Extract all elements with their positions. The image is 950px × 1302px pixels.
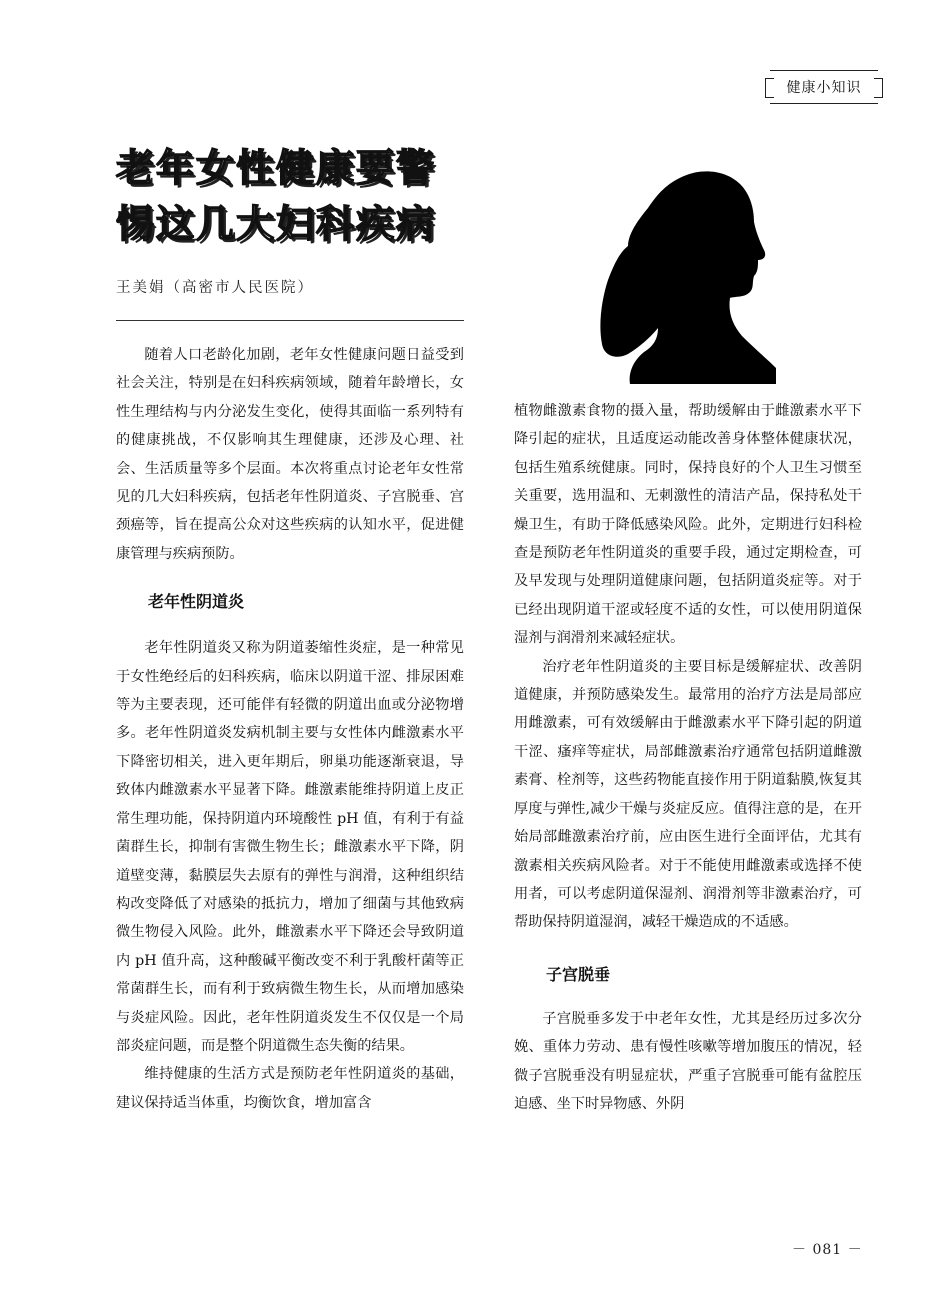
prevention-paragraph: 维持健康的生活方式是预防老年性阴道炎的基础，建议保持适当体重，均衡饮食，增加富含 [116,1066,464,1111]
right-column [514,397,862,1118]
treatment-paragraph: 治疗老年性阴道炎的主要目标是缓解症状、改善阴道健康，并预防感染发生。最常用的治疗方法是局部应用雌激素，可有效缓解由于雌激素水平下降引起的阴道干涩、瘙痒等症状，局部雌激素治疗通常包括阴道雌激素膏、栓剂等，这些药物能直接作用于阴道黏膜,恢复其厚度与弹性,减少干燥与炎症反应。值得注意的是，在开始局部雌激素治疗前，应由医生进行全面评估，尤其有激素相关疾病风险者。对于不能使用雌激素或选择不使用者，可以考虑阴道保湿剂、润滑剂等非激素治疗，可帮助保持阴道湿润，减轻干燥造成的不适感。 [514,658,862,931]
title-line-2: 惕这几大妇科疾病 [116,202,437,246]
author-byline: 王美娟（高密市人民医院） [116,280,314,296]
page-number: － 081 － [792,1242,863,1258]
section-heading-uterine-prolapse: 子宫脱垂 [546,964,611,984]
prolapse-paragraph: 子宫脱垂多发于中老年女性，尤其是经历过多次分娩、重体力劳动、患有慢性咳嗽等增加腹压的情况，轻微子宫脱垂没有明显症状，严重子宫脱垂可能有盆腔压迫感、坐下时异物感、外阴 [514,1010,862,1112]
section-heading-vaginitis: 老年性阴道炎 [148,592,245,612]
title-divider [116,320,464,321]
prevention-paragraph-continued: 植物雌激素食物的摄入量，帮助缓解由于雌激素水平下降引起的症状，且适度运动能改善身体整体健康状况，包括生殖系统健康。同时，保持良好的个人卫生习惯至关重要，选用温和、无刺激性的清洁产品，保持私处干燥卫生，有助于降低感染风险。此外，定期进行妇科检查是预防老年性阴道炎的重要手段，通过定期检查，可及早发现与处理阴道健康问题，包括阴道炎症等。对于已经出现阴道干涩或轻度不适的女性，可以使用阴道保湿剂与润滑剂来减轻症状。 [514,403,862,647]
woman-silhouette-image [598,168,776,384]
section-badge: 健康小知识 [770,70,878,104]
title-line-1: 老年女性健康要警 [116,146,437,190]
intro-paragraph: 随着人口老龄化加剧，老年女性健康问题日益受到社会关注，特别是在妇科疾病领域，随着年龄增长，女性生理结构与内分泌发生变化，使得其面临一系列特有的健康挑战，不仅影响其生理健康，还涉及心理、社会、生活质量等多个层面。本次将重点讨论老年女性常见的几大妇科疾病，包括老年性阴道炎、子宫脱垂、宫颈癌等，旨在提高公众对这些疾病的认知水平，促进健康管理与疾病预防。 [116,347,464,562]
article-title [116,140,476,252]
vaginitis-paragraph: 老年性阴道炎又称为阴道萎缩性炎症，是一种常见于女性绝经后的妇科疾病，临床以阴道干涩、排尿困难等为主要表现，还可能伴有轻微的阴道出血或分泌物增多。老年性阴道炎发病机制主要与女性体内雌激素水平下降密切相关，进入更年期后，卵巢功能逐渐衰退，导致体内雌激素水平显著下降。雌激素能维持阴道上皮正常生理功能，保持阴道内环境酸性 pH 值，有利于有益菌群生长，抑制有害微生物生长；雌激素水平下降，阴道壁变薄，黏膜层失去原有的弹性与润滑，这种组织结构改变降低了对感染的抵抗力，增加了细菌与其他致病微生物侵入风险。此外，雌激素水平下降还会导致阴道内 pH 值升高，这种酸碱平衡改变不利于乳酸杆菌等正常菌群生长，而有利于致病微生物生长，从而增加感染与炎症风险。因此，老年性阴道炎发生不仅仅是一个局部炎症问题，而是整个阴道微生态失衡的结果。 [116,640,464,1054]
left-column [116,341,464,1117]
